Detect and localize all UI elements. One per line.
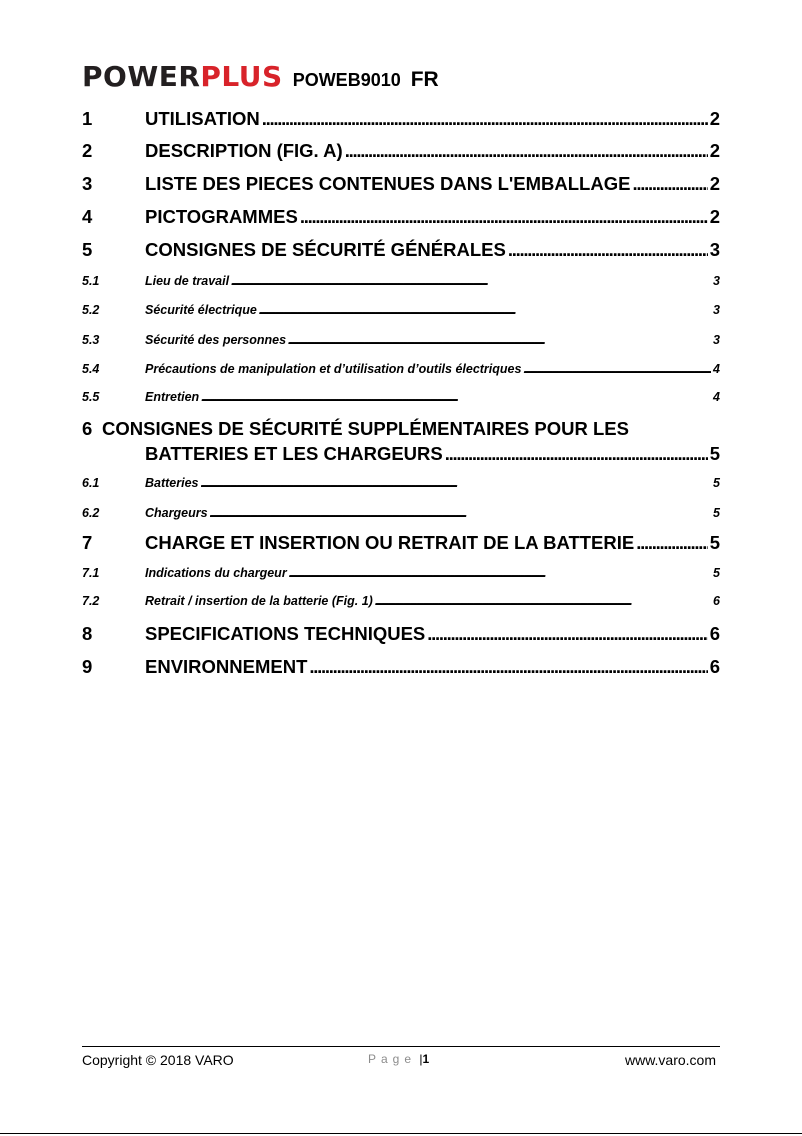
toc-entry-title: Sécurité des personnes xyxy=(145,333,287,347)
page-indicator xyxy=(368,1052,429,1066)
toc-leader-dots xyxy=(508,239,708,261)
toc-leader-dots xyxy=(210,506,712,520)
document-header xyxy=(82,60,439,93)
toc-leader-dots xyxy=(288,333,711,347)
footer-divider xyxy=(82,1046,720,1047)
toc-entry[interactable] xyxy=(82,532,720,554)
toc-entry-page: 3 xyxy=(709,239,720,260)
toc-entry-title: DESCRIPTION (FIG. A) xyxy=(145,140,343,161)
toc-entry-number: 5.5 xyxy=(82,390,100,404)
page-number: 1 xyxy=(422,1052,430,1066)
toc-entry[interactable] xyxy=(82,656,720,678)
toc-entry-title: SPECIFICATIONS TECHNIQUES xyxy=(145,623,426,644)
toc-entry-title: LISTE DES PIECES CONTENUES DANS L'EMBALLAGE xyxy=(145,173,631,194)
toc-entry-page: 5 xyxy=(713,476,720,490)
toc-entry[interactable] xyxy=(82,239,720,261)
toc-subentry[interactable] xyxy=(82,362,720,376)
toc-entry-number: 1 xyxy=(82,108,93,129)
toc-subentry[interactable] xyxy=(82,506,720,520)
copyright-text: Copyright © 2018 VARO xyxy=(82,1052,234,1068)
toc-leader-dots xyxy=(300,206,708,228)
toc-entry-number: 4 xyxy=(82,206,93,227)
toc-entry-number: 6.2 xyxy=(82,506,100,520)
toc-entry-number: 5.2 xyxy=(82,303,100,317)
toc-entry-title: UTILISATION xyxy=(145,108,260,129)
toc-entry-number: 5 xyxy=(82,239,93,260)
toc-subentry[interactable] xyxy=(82,303,720,317)
toc-entry-title: Chargeurs xyxy=(145,506,208,520)
toc-entry-page: 3 xyxy=(713,303,720,317)
toc-leader-dots xyxy=(289,566,711,580)
toc-subentry[interactable] xyxy=(82,476,720,490)
toc-entry-page: 2 xyxy=(709,206,720,227)
toc-leader-dots xyxy=(375,594,711,608)
page-footer xyxy=(82,1052,720,1072)
model-number: POWEB9010 xyxy=(292,70,401,90)
toc-entry-page: 5 xyxy=(709,532,720,553)
toc-entry-line1[interactable] xyxy=(82,418,720,440)
page-label: Page xyxy=(368,1052,417,1066)
toc-entry-number: 6 xyxy=(82,418,93,439)
toc-leader-dots xyxy=(636,532,707,554)
toc-entry-page: 5 xyxy=(713,566,720,580)
toc-entry-page: 3 xyxy=(713,333,720,347)
toc-subentry[interactable] xyxy=(82,333,720,347)
toc-entry-number: 2 xyxy=(82,140,93,161)
toc-entry-title: Retrait / insertion de la batterie (Fig. 1) xyxy=(145,594,373,608)
toc-entry-page: 6 xyxy=(713,594,720,608)
toc-entry-page: 2 xyxy=(709,173,720,194)
page-separator: | xyxy=(419,1052,423,1066)
toc-entry-title-line1: CONSIGNES DE SÉCURITÉ SUPPLÉMENTAIRES POUR LES xyxy=(102,418,629,439)
toc-subentry[interactable] xyxy=(82,390,720,404)
toc-entry-title: BATTERIES ET LES CHARGEURS xyxy=(145,443,443,464)
toc-entry-number: 7.2 xyxy=(82,594,100,608)
toc-entry-title: Sécurité électrique xyxy=(145,303,257,317)
toc-leader-dots xyxy=(427,623,707,645)
toc-leader-dots xyxy=(445,443,708,465)
toc-leader-dots xyxy=(262,108,708,130)
toc-leader-dots xyxy=(632,173,707,195)
toc-leader-dots xyxy=(523,362,711,376)
toc-entry-title: CONSIGNES DE SÉCURITÉ GÉNÉRALES xyxy=(145,239,506,260)
toc-subentry[interactable] xyxy=(82,594,720,608)
toc-entry-number: 9 xyxy=(82,656,93,677)
toc-entry-title: Lieu de travail xyxy=(145,274,230,288)
toc-entry-number: 3 xyxy=(82,173,93,194)
toc-entry-title: ENVIRONNEMENT xyxy=(145,656,308,677)
toc-entry-title: CHARGE ET INSERTION OU RETRAIT DE LA BATTERIE xyxy=(145,532,635,553)
toc-entry-number: 5.3 xyxy=(82,333,100,347)
toc-entry[interactable] xyxy=(82,206,720,228)
toc-entry[interactable] xyxy=(82,443,720,465)
toc-entry-number: 6.1 xyxy=(82,476,100,490)
brand-logo-power: POWER xyxy=(82,60,201,93)
toc-entry[interactable] xyxy=(82,173,720,195)
toc-leader-dots xyxy=(309,656,707,678)
language-code: FR xyxy=(410,68,439,91)
bottom-edge-line xyxy=(0,1133,802,1134)
toc-entry-title: Entretien xyxy=(145,390,200,404)
toc-entry-number: 5.4 xyxy=(82,362,100,376)
toc-entry[interactable] xyxy=(82,623,720,645)
toc-leader-dots xyxy=(201,476,712,490)
toc-entry-title: Précautions de manipulation et d’utilisation d’outils électriques xyxy=(145,362,522,376)
toc-entry-number: 8 xyxy=(82,623,93,644)
toc-entry-page: 2 xyxy=(709,108,720,129)
toc-leader-dots xyxy=(259,303,711,317)
toc-leader-dots xyxy=(345,140,708,162)
toc-entry-title: Batteries xyxy=(145,476,199,490)
toc-entry-page: 2 xyxy=(709,140,720,161)
toc-entry-page: 4 xyxy=(713,362,720,376)
toc-entry-number: 7 xyxy=(82,532,93,553)
toc-entry-number: 5.1 xyxy=(82,274,100,288)
toc-leader-dots xyxy=(201,390,711,404)
toc-entry-page: 6 xyxy=(709,623,720,644)
toc-entry-page: 5 xyxy=(713,506,720,520)
brand-logo-plus: PLUS xyxy=(200,60,283,93)
toc-entry-page: 5 xyxy=(709,443,720,464)
toc-leader-dots xyxy=(231,274,711,288)
toc-entry-title: PICTOGRAMMES xyxy=(145,206,298,227)
toc-entry-number: 7.1 xyxy=(82,566,100,580)
toc-entry-title: Indications du chargeur xyxy=(145,566,287,580)
toc-entry[interactable] xyxy=(82,140,720,162)
website-link[interactable]: www.varo.com xyxy=(624,1052,716,1068)
toc-entry-page: 3 xyxy=(713,274,720,288)
toc-subentry[interactable] xyxy=(82,274,720,288)
toc-entry-page: 4 xyxy=(713,390,720,404)
toc-subentry[interactable] xyxy=(82,566,720,580)
toc-entry-page: 6 xyxy=(709,656,720,677)
toc-entry[interactable] xyxy=(82,108,720,130)
